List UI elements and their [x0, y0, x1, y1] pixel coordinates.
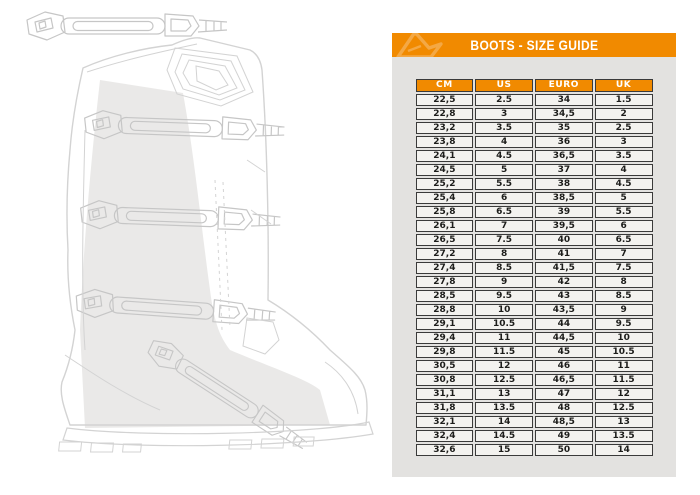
size-table-head-row [416, 79, 653, 92]
size-cell: 31,1 [416, 388, 474, 400]
size-cell: 10.5 [595, 346, 653, 358]
size-cell: 36,5 [535, 150, 593, 162]
size-cell: 42 [535, 276, 593, 288]
size-cell: 25,2 [416, 178, 474, 190]
size-cell: 26,1 [416, 220, 474, 232]
size-cell: 36 [535, 136, 593, 148]
table-row [416, 332, 653, 344]
size-cell: 34 [535, 94, 593, 106]
size-cell: 13.5 [475, 402, 533, 414]
size-cell: 31,8 [416, 402, 474, 414]
column-header: EURO [535, 79, 593, 92]
size-cell: 34,5 [535, 108, 593, 120]
size-cell: 47 [535, 388, 593, 400]
size-cell: 27,2 [416, 248, 474, 260]
size-cell: 48,5 [535, 416, 593, 428]
size-cell: 40 [535, 234, 593, 246]
size-cell: 6 [595, 220, 653, 232]
size-cell: 3 [475, 108, 533, 120]
size-cell: 30,8 [416, 374, 474, 386]
table-row [416, 444, 653, 456]
size-cell: 32,1 [416, 416, 474, 428]
size-cell: 2.5 [475, 94, 533, 106]
size-cell: 15 [475, 444, 533, 456]
size-cell: 7 [595, 248, 653, 260]
size-cell: 13 [475, 388, 533, 400]
size-cell: 32,6 [416, 444, 474, 456]
size-cell: 24,5 [416, 164, 474, 176]
table-row [416, 346, 653, 358]
size-cell: 37 [535, 164, 593, 176]
size-cell: 2.5 [595, 122, 653, 134]
size-cell: 9.5 [595, 318, 653, 330]
size-cell: 24,1 [416, 150, 474, 162]
size-cell: 50 [535, 444, 593, 456]
table-row [416, 192, 653, 204]
size-cell: 11.5 [475, 346, 533, 358]
size-cell: 43,5 [535, 304, 593, 316]
column-header: CM [416, 79, 474, 92]
boot-illustration [25, 10, 395, 480]
size-cell: 43 [535, 290, 593, 302]
size-cell: 49 [535, 430, 593, 442]
size-cell: 22,8 [416, 108, 474, 120]
size-cell: 14.5 [475, 430, 533, 442]
size-cell: 10 [475, 304, 533, 316]
size-cell: 8 [595, 276, 653, 288]
size-cell: 27,8 [416, 276, 474, 288]
table-row [416, 388, 653, 400]
size-cell: 45 [535, 346, 593, 358]
size-cell: 5.5 [595, 206, 653, 218]
size-table [414, 77, 655, 458]
size-cell: 25,4 [416, 192, 474, 204]
size-cell: 28,5 [416, 290, 474, 302]
size-cell: 29,4 [416, 332, 474, 344]
column-header: US [475, 79, 533, 92]
size-cell: 5 [475, 164, 533, 176]
table-row [416, 122, 653, 134]
brand-a-arrow-logo-icon [395, 33, 443, 57]
table-row [416, 402, 653, 414]
size-cell: 22,5 [416, 94, 474, 106]
size-cell: 8.5 [595, 290, 653, 302]
size-cell: 1.5 [595, 94, 653, 106]
table-row [416, 430, 653, 442]
size-cell: 3.5 [595, 150, 653, 162]
table-row [416, 290, 653, 302]
table-row [416, 136, 653, 148]
size-cell: 29,1 [416, 318, 474, 330]
size-cell: 11.5 [595, 374, 653, 386]
column-header: UK [595, 79, 653, 92]
size-cell: 12.5 [595, 402, 653, 414]
table-row [416, 248, 653, 260]
size-cell: 8 [475, 248, 533, 260]
size-cell: 23,8 [416, 136, 474, 148]
size-cell: 14 [595, 444, 653, 456]
size-cell: 46,5 [535, 374, 593, 386]
size-cell: 6 [475, 192, 533, 204]
size-cell: 9 [475, 276, 533, 288]
size-cell: 25,8 [416, 206, 474, 218]
size-cell: 7 [475, 220, 533, 232]
size-table-body [416, 94, 653, 456]
size-cell: 13 [595, 416, 653, 428]
size-cell: 5 [595, 192, 653, 204]
size-cell: 44,5 [535, 332, 593, 344]
size-cell: 38 [535, 178, 593, 190]
size-cell: 23,2 [416, 122, 474, 134]
size-cell: 32,4 [416, 430, 474, 442]
size-cell: 4 [475, 136, 533, 148]
size-table-head [416, 79, 653, 92]
table-row [416, 318, 653, 330]
size-cell: 28,8 [416, 304, 474, 316]
table-row [416, 220, 653, 232]
size-cell: 27,4 [416, 262, 474, 274]
size-cell: 8.5 [475, 262, 533, 274]
size-cell: 6.5 [475, 206, 533, 218]
size-cell: 3.5 [475, 122, 533, 134]
size-cell: 14 [475, 416, 533, 428]
size-cell: 44 [535, 318, 593, 330]
size-cell: 4 [595, 164, 653, 176]
size-cell: 46 [535, 360, 593, 372]
size-cell: 41 [535, 248, 593, 260]
size-cell: 12 [475, 360, 533, 372]
size-cell: 39,5 [535, 220, 593, 232]
size-cell: 13.5 [595, 430, 653, 442]
table-row [416, 262, 653, 274]
size-cell: 12.5 [475, 374, 533, 386]
size-cell: 11 [475, 332, 533, 344]
size-cell: 4.5 [475, 150, 533, 162]
size-guide-panel [392, 33, 676, 477]
panel-title: BOOTS - SIZE GUIDE [470, 37, 598, 53]
size-cell: 11 [595, 360, 653, 372]
size-cell: 9 [595, 304, 653, 316]
size-cell: 38,5 [535, 192, 593, 204]
size-cell: 29,8 [416, 346, 474, 358]
size-cell: 10.5 [475, 318, 533, 330]
table-row [416, 276, 653, 288]
size-cell: 6.5 [595, 234, 653, 246]
table-row [416, 178, 653, 190]
size-cell: 12 [595, 388, 653, 400]
size-cell: 9.5 [475, 290, 533, 302]
motocross-boot-line-drawing [25, 10, 395, 480]
table-row [416, 234, 653, 246]
table-row [416, 94, 653, 106]
size-cell: 26,5 [416, 234, 474, 246]
size-cell: 5.5 [475, 178, 533, 190]
size-cell: 35 [535, 122, 593, 134]
panel-header [392, 33, 676, 57]
size-cell: 10 [595, 332, 653, 344]
table-row [416, 304, 653, 316]
size-cell: 30,5 [416, 360, 474, 372]
table-row [416, 206, 653, 218]
table-row [416, 360, 653, 372]
table-row [416, 108, 653, 120]
table-row [416, 164, 653, 176]
size-cell: 41,5 [535, 262, 593, 274]
size-cell: 2 [595, 108, 653, 120]
table-row [416, 374, 653, 386]
size-cell: 39 [535, 206, 593, 218]
size-cell: 4.5 [595, 178, 653, 190]
size-cell: 3 [595, 136, 653, 148]
size-cell: 7.5 [475, 234, 533, 246]
table-row [416, 150, 653, 162]
size-cell: 48 [535, 402, 593, 414]
size-cell: 7.5 [595, 262, 653, 274]
table-row [416, 416, 653, 428]
